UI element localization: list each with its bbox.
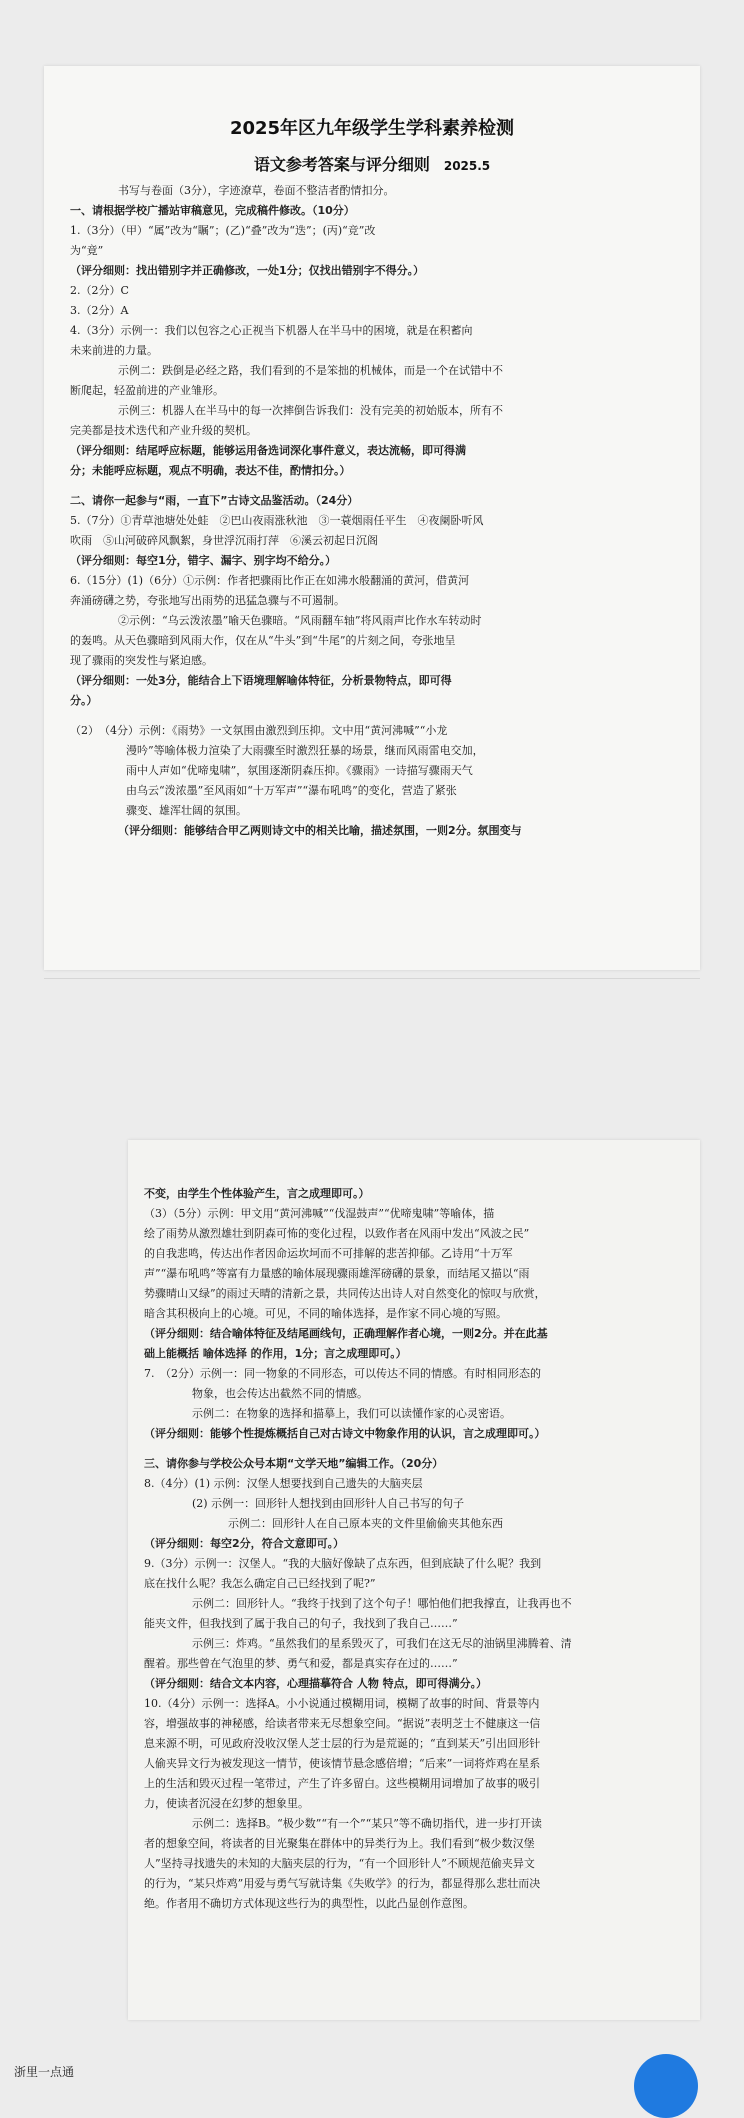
answer-text-line: 者的想象空间，将读者的目光聚集在群体中的异类行为上。我们看到“极少数汉堡 xyxy=(144,1837,535,1850)
answer-text-line: 示例二：跌倒是必经之路，我们看到的不是笨拙的机械体，而是一个在试错中不 xyxy=(118,364,503,377)
answer-text-line: 完美都是技术迭代和产业升级的契机。 xyxy=(70,424,257,437)
answer-text-line: 3.（2分）A xyxy=(70,304,129,317)
answer-text-line: 现了骤雨的突发性与紧迫感。 xyxy=(70,654,213,667)
answer-text-line: 9.（3分）示例一：汉堡人。“我的大脑好像缺了点东西，但到底缺了什么呢？我到 xyxy=(144,1557,542,1570)
section-heading-line: 一、请根据学校广播站审稿意见，完成稿件修改。（10分） xyxy=(70,204,355,217)
answer-text-line: 奔涌磅礴之势，夸张地写出雨势的迅猛急骤与不可遏制。 xyxy=(70,594,345,607)
answer-sheet-page-2 xyxy=(128,1140,700,2020)
section-heading-line: 分。） xyxy=(70,694,98,707)
answer-text-line: 骤变、雄浑壮阔的氛围。 xyxy=(126,804,247,817)
answer-text-line: 示例二：回形针人在自己原本夹的文件里偷偷夹其他东西 xyxy=(228,1517,503,1530)
spacer xyxy=(70,481,674,491)
section-heading-line: （评分细则：找出错别字并正确修改，一处1分；仅找出错别字不得分。） xyxy=(70,264,425,277)
answer-text-line: 力，使读者沉浸在幻梦的想象里。 xyxy=(144,1797,309,1810)
answer-text-line: 示例三：机器人在半马中的每一次摔倒告诉我们：没有完美的初始版本，所有不 xyxy=(118,404,503,417)
answer-text-line: 的自我悲鸣，传达出作者因命运坎坷而不可排解的悲苦抑郁。乙诗用“十万军 xyxy=(144,1247,513,1260)
footer-label: 浙里一点通 xyxy=(14,2065,75,2079)
answer-text-line: （3）（5分）示例：甲文用“黄河沸喊”“伐湿鼓声”“优啼鬼啸”等喻体，描 xyxy=(144,1207,495,1220)
subtitle-text: 语文参考答案与评分细则 xyxy=(253,155,430,174)
answer-text-line: 8.（4分）(1) 示例：汉堡人想要找到自己遗失的大脑夹层 xyxy=(144,1477,423,1490)
answer-text-line: 醒着。那些曾在气泡里的梦、勇气和爱，都是真实存在过的……” xyxy=(144,1657,458,1670)
answer-text-line: ②示例：“乌云泼浓墨”喻天色骤暗。“风雨翻车轴”将风雨声比作水车转动时 xyxy=(118,614,482,627)
answer-text-line: (2) 示例一：回形针人想找到由回形针人自己书写的句子 xyxy=(192,1497,465,1510)
page-divider xyxy=(44,978,700,979)
page-2-lines xyxy=(144,1184,678,1914)
spacer xyxy=(144,1444,678,1454)
answer-text-line: 书写与卷面（3分），字迹潦草，卷面不整洁者酌情扣分。 xyxy=(118,184,395,197)
answer-text-line: 示例三：炸鸡。“虽然我们的星系毁灭了，可我们在这无尽的油锅里沸腾着、清 xyxy=(192,1637,572,1650)
section-heading-line: （评分细则：结合文本内容，心理描摹符合 人物 特点，即可得满分。） xyxy=(144,1677,488,1690)
section-heading-line: （评分细则：每空2分，符合文意即可。） xyxy=(144,1537,345,1550)
floating-action-button[interactable] xyxy=(634,2054,698,2118)
answer-text-line: 息来源不明，可见政府没收汉堡人芝士层的行为是荒诞的；“直到某天”引出回形针 xyxy=(144,1737,541,1750)
answer-text-line: 容，增强故事的神秘感，给读者带来无尽想象空间。“据说”表明芝士不健康这一信 xyxy=(144,1717,541,1730)
answer-text-line: 示例二：回形针人。“我终于找到了这个句子！哪怕他们把我撑直，让我再也不 xyxy=(192,1597,572,1610)
section-heading-line: （评分细则：一处3分，能结合上下语境理解喻体特征，分析景物特点，即可得 xyxy=(70,674,452,687)
document-title: 2025年区九年级学生学科素养检测 xyxy=(229,118,515,139)
section-heading-line: （评分细则：结尾呼应标题，能够运用备选词深化事件意义，表达流畅，即可得满 xyxy=(70,444,466,457)
answer-text-line: 人”坚持寻找遗失的未知的大脑夹层的行为，“有一个回形针人”不顾规范偷夹异文 xyxy=(144,1857,535,1870)
section-heading-line: 三、请你参与学校公众号本期“文学天地”编辑工作。（20分） xyxy=(144,1457,444,1470)
answer-text-line: 4.（3分）示例一：我们以包容之心正视当下机器人在半马中的困境，就是在积蓄向 xyxy=(70,324,473,337)
section-heading-line: （评分细则：每空1分，错字、漏字、别字均不给分。） xyxy=(70,554,337,567)
answer-text-line: 雨中人声如“优啼鬼啸”，氛围逐渐阴森压抑。《骤雨》一诗描写骤雨天气 xyxy=(126,764,473,777)
answer-text-line: 人偷夹异文行为被发现这一情节，使该情节悬念感倍增；“后来”一词将炸鸡在星系 xyxy=(144,1757,541,1770)
answer-text-line: 绝。作者用不确切方式体现这些行为的典型性，以此凸显创作意图。 xyxy=(144,1897,474,1910)
answer-text-line: 7. （2分）示例一：同一物象的不同形态，可以传达不同的情感。有时相同形态的 xyxy=(144,1367,541,1380)
section-heading-line: （评分细则：结合喻体特征及结尾画线句，正确理解作者心境，一则2分。并在此基 xyxy=(144,1327,548,1340)
answer-text-line: 声”“瀑布吼鸣”等富有力量感的喻体展现骤雨雄浑磅礴的景象，而结尾又描以“雨 xyxy=(144,1267,530,1280)
answer-text-line: 物象，也会传达出截然不同的情感。 xyxy=(192,1387,368,1400)
answer-text-line: 吹雨 ⑤山河破碎风飘絮，身世浮沉雨打萍 ⑥溪云初起日沉阁 xyxy=(70,534,378,547)
answer-text-line: 底在找什么呢？我怎么确定自己已经找到了呢?” xyxy=(144,1577,376,1590)
answer-text-line: 断爬起，轻盈前进的产业雏形。 xyxy=(70,384,224,397)
section-heading-line: 不变，由学生个性体验产生，言之成理即可。） xyxy=(144,1187,370,1200)
answer-text-line: 为“竟” xyxy=(70,244,104,257)
answer-text-line: 的行为，“某只炸鸡”用爱与勇气写就诗集《失败学》的行为，都显得那么悲壮而决 xyxy=(144,1877,541,1890)
answer-text-line: 漫吟”等喻体极力渲染了大雨骤至时激烈狂暴的场景，继而风雨雷电交加， xyxy=(126,744,484,757)
section-heading-line: 分；未能呼应标题，观点不明确，表达不佳，酌情扣分。） xyxy=(70,464,351,477)
page-1-lines xyxy=(70,181,674,841)
section-heading-line: 二、请你一起参与“雨，一直下”古诗文品鉴活动。（24分） xyxy=(70,494,359,507)
answer-text-line: 2.（2分）C xyxy=(70,284,129,297)
answer-text-line: 的轰鸣。从天色骤暗到风雨大作，仅在从“牛头”到“牛尾”的片刻之间，夸张地呈 xyxy=(70,634,456,647)
answer-text-line: 由乌云“泼浓墨”至风雨如“十万军声”“瀑布吼鸣”的变化，营造了紧张 xyxy=(126,784,457,797)
answer-text-line: 10.（4分）示例一：选择A。小小说通过模糊用词，模糊了故事的时间、背景等内 xyxy=(144,1697,540,1710)
document-subtitle xyxy=(70,152,674,175)
spacer xyxy=(70,711,674,721)
answer-text-line: 示例二：在物象的选择和描摹上，我们可以读懂作家的心灵密语。 xyxy=(192,1407,511,1420)
answer-text-line: （2） （4分）示例：《雨势》一文氛围由激烈到压抑。文中用“黄河沸喊”“小龙 xyxy=(70,724,448,737)
answer-sheet-page-1 xyxy=(44,66,700,970)
answer-text-line: 示例二：选择B。“极少数”“有一个”“某只”等不确切指代，进一步打开读 xyxy=(192,1817,542,1830)
section-heading-line: （评分细则：能够个性提炼概括自己对古诗文中物象作用的认识，言之成理即可。） xyxy=(144,1427,546,1440)
section-heading-line: 础上能概括 喻体选择 的作用，1分；言之成理即可。） xyxy=(144,1347,407,1360)
answer-text-line: 未来前进的力量。 xyxy=(70,344,158,357)
document-date: 2025.5 xyxy=(443,159,491,173)
section-heading-line: （评分细则：能够结合甲乙两则诗文中的相关比喻，描述氛围，一则2分。氛围变与 xyxy=(118,824,522,837)
answer-text-line: 上的生活和毁灭过程一笔带过，产生了许多留白。这些模糊用词增加了故事的吸引 xyxy=(144,1777,540,1790)
answer-text-line: 6.（15分）(1)（6分）①示例：作者把骤雨比作正在如沸水般翻涌的黄河，借黄河 xyxy=(70,574,470,587)
answer-text-line: 1.（3分）（甲）“属”改为“瞩”；(乙)“叠”改为“迭”；(丙)“竞”改 xyxy=(70,224,376,237)
answer-text-line: 5.（7分）①青草池塘处处蛙 ②巴山夜雨涨秋池 ③一蓑烟雨任平生 ④夜阑卧听风 xyxy=(70,514,484,527)
answer-text-line: 势骤晴山又绿”的雨过天晴的清新之景，共同传达出诗人对自然变化的惊叹与欣赏， xyxy=(144,1287,546,1300)
answer-text-line: 暗含其积极向上的心境。可见，不同的喻体选择，是作家不同心境的写照。 xyxy=(144,1307,507,1320)
answer-text-line: 绘了雨势从激烈雄壮到阴森可怖的变化过程，以致作者在风雨中发出“风波之民” xyxy=(144,1227,530,1240)
answer-text-line: 能夹文件，但我找到了属于我自己的句子，我找到了我自己……” xyxy=(144,1617,458,1630)
